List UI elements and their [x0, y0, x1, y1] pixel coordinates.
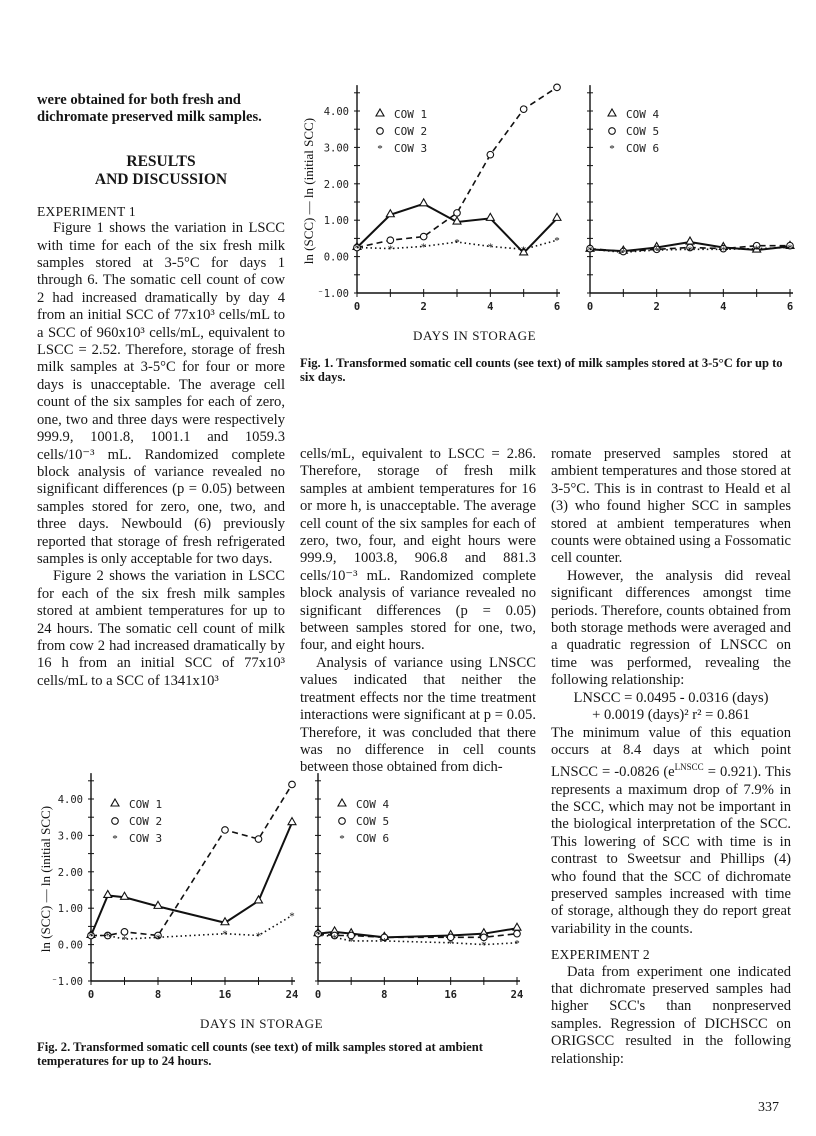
star-marker: * — [255, 930, 262, 943]
circle-marker — [609, 128, 616, 135]
circle-marker — [339, 818, 346, 825]
star-marker: * — [753, 243, 760, 256]
triangle-marker — [686, 237, 694, 244]
fig2-ylabel: ln (SCC) — ln (initial SCC) — [38, 805, 53, 953]
x-tick-label: 24 — [285, 989, 299, 1001]
y-tick-label: 0.00 — [57, 939, 83, 952]
circle-marker — [520, 106, 527, 113]
star-marker: * — [354, 242, 360, 255]
x-tick-label: 8 — [381, 989, 388, 1001]
equation: + 0.0019 (days)² r² = 0.861 — [592, 707, 750, 724]
star-marker: * — [520, 244, 527, 257]
star-marker: * — [289, 910, 295, 923]
fig2-panel-1 — [51, 773, 298, 1001]
fig1-caption: Fig. 1. Transformed somatic cell counts (see text) of milk samples stored at 3-5°C for up to six days. — [300, 356, 783, 384]
x-tick-label: 4 — [487, 301, 494, 313]
paragraph: Analysis of variance using LNSCC values indicated that neither the treatment effects nor the time treatment interactions were significant at p = 0.05. Therefore, it was concluded that there was no difference in cell counts between those obtained from dich- — [300, 654, 536, 776]
star-marker: * — [620, 247, 627, 260]
intro-text: were obtained for both fresh and dichromate preserved milk samples. — [37, 92, 262, 126]
star-marker: * — [487, 241, 494, 254]
star-marker: * — [331, 932, 338, 945]
star-marker: * — [88, 930, 94, 943]
star-marker: * — [454, 237, 460, 250]
y-tick-label: ⁻1.00 — [317, 288, 349, 300]
y-tick-label: 3.00 — [323, 142, 349, 155]
star-marker: * — [121, 934, 128, 947]
triangle-marker — [104, 890, 112, 897]
y-tick-label: 1.00 — [323, 215, 349, 228]
x-tick-label: 24 — [510, 989, 524, 1001]
legend-label: COW 1 — [394, 108, 428, 121]
paragraph: Figure 1 shows the variation in LSCC with time for each of the six fresh milk samples stored at 3-5°C for days 1 through 6. The somatic cell count of cow 2 had increased dramatically by day 4 from an initial SCC of 77x10³ cells/mL to a SCC of 960x10³ cells/mL, equivalent to LSCC = 2.52. Therefore, storage of fresh milk samples at 3-5°C for four or more days is unacceptable. The average cell count of the six samples for each of zero, one, two and three days were respectively 999.9, 1001.8, 1001.1 and 1059.3 cells/10⁻³ mL. Randomized complete block analysis of variance revealed no significant differences (p = 0.05) between samples stored for zero, one, two, and three days. Newbould (6) previously reported that storage of fresh refrigerated samples is only acceptable for two days. — [37, 220, 285, 567]
section-heading: RESULTS — [126, 152, 196, 170]
triangle-marker — [513, 923, 521, 930]
text: = 0.921). This represents a maximum drop of 7.9% in the SCC, which may not be important in the biological interpretation of the SCC. This lowering of SCC with time is in contrast to Sweetsur and Phillips (4) who found that the SCC of dichromate preserved samples increased with time of storage, although they do report great variability in the counts. — [551, 764, 792, 937]
star-marker: * — [447, 937, 454, 950]
superscript: LNSCC — [674, 762, 704, 773]
x-tick-label: 6 — [553, 301, 561, 313]
legend-label: COW 3 — [129, 832, 163, 845]
equation: LNSCC = 0.0495 - 0.0316 (days) — [573, 689, 769, 706]
legend-label: COW 6 — [356, 832, 390, 845]
legend-label: COW 5 — [356, 815, 390, 828]
triangle-marker — [121, 892, 129, 899]
paragraph: However, the analysis did reveal significant differences amongst time periods. Therefore, counts obtained from both storage methods were averaged and a quadratic regression of LNSCC on time was performed, revealing the following relationship: — [551, 567, 791, 689]
paragraph: Data from experiment one indicated that dichromate preserved samples had higher SCC's than nonpreserved samples. Regression of DICHSCC on ORIGSCC resulted in the following relationship: — [551, 963, 791, 1067]
y-tick-label: 4.00 — [323, 106, 349, 118]
y-tick-label: 1.00 — [57, 903, 83, 916]
triangle-marker — [338, 799, 346, 806]
x-tick-label: 6 — [786, 301, 794, 313]
star-marker: * — [554, 235, 560, 248]
star-marker: * — [377, 143, 383, 155]
circle-marker — [377, 128, 384, 135]
y-tick-label: 2.00 — [57, 866, 83, 879]
x-tick-label: 16 — [444, 989, 457, 1001]
x-tick-label: 2 — [420, 301, 427, 313]
x-tick-label: 0 — [353, 301, 361, 313]
triangle-marker — [608, 109, 616, 116]
y-tick-label: ⁻1.00 — [51, 976, 83, 988]
subheading-experiment-1: EXPERIMENT 1 — [37, 203, 136, 219]
circle-marker — [487, 151, 494, 158]
x-tick-label: 0 — [314, 989, 322, 1001]
fig2-panel-2 — [314, 773, 523, 1001]
legend-label: COW 2 — [394, 125, 428, 138]
star-marker: * — [387, 243, 394, 256]
triangle-marker — [288, 818, 296, 825]
circle-marker — [112, 818, 119, 825]
y-tick-label: 4.00 — [57, 794, 83, 806]
circle-marker — [420, 233, 427, 240]
legend-label: COW 4 — [626, 108, 660, 121]
fig1-panel-2 — [586, 85, 794, 313]
paragraph: romate preserved samples stored at ambient temperatures and those stored at 3-5°C. This is in contrast to Heald et al (3) who found higher SCC in samples stored at ambient temperatures when counts were obtained using a Fossomatic cell counter. — [551, 446, 791, 567]
star-marker: * — [348, 935, 354, 948]
legend-label: COW 4 — [356, 798, 390, 811]
y-tick-label: 3.00 — [57, 830, 83, 843]
circle-marker — [222, 827, 229, 834]
circle-marker — [554, 84, 561, 91]
paragraph: cells/mL, equivalent to LSCC = 2.86. Therefore, storage of fresh milk samples at ambient temperatures for 16 or more h, is unacceptable. The average cell count of the six samples for each of zero, two, four, and eight hours were 999.9, 1003.8, 906.8 and 881.3 cells/10⁻³ mL. Randomized complete block analysis of variance revealed no significant differences (p = 0.05) between samples stored for one, two, four, and eight hours. — [300, 446, 536, 654]
legend-label: COW 1 — [129, 798, 163, 811]
circle-marker — [454, 210, 461, 217]
fig1-panel-1 — [317, 84, 561, 313]
star-marker: * — [112, 833, 118, 845]
triangle-marker — [376, 109, 384, 116]
star-marker: * — [105, 930, 111, 943]
legend-label: COW 3 — [394, 142, 428, 155]
star-marker: * — [720, 244, 727, 257]
star-marker: * — [339, 833, 345, 845]
star-marker: * — [514, 937, 520, 950]
subheading-experiment-2: EXPERIMENT 2 — [551, 947, 650, 963]
y-tick-label: 0.00 — [323, 251, 349, 264]
fig2-caption: Fig. 2. Transformed somatic cell counts (see text) of milk samples stored at ambient temperatures for up to 24 hours. — [37, 1040, 483, 1068]
star-marker: * — [381, 935, 388, 948]
star-marker: * — [222, 928, 228, 941]
triangle-marker — [111, 799, 119, 806]
triangle-marker — [420, 199, 428, 206]
fig2-xlabel: DAYS IN STORAGE — [200, 1016, 324, 1031]
circle-marker — [255, 836, 262, 843]
x-tick-label: 2 — [653, 301, 660, 313]
circle-marker — [387, 237, 394, 244]
triangle-marker — [553, 213, 561, 220]
star-marker: * — [609, 143, 615, 155]
star-marker: * — [315, 928, 321, 941]
y-tick-label: 2.00 — [323, 178, 349, 191]
x-tick-label: 0 — [586, 301, 594, 313]
fig1-ylabel: ln (SCC) — ln (initial SCC) — [301, 117, 316, 265]
fig1-xlabel: DAYS IN STORAGE — [413, 328, 537, 343]
star-marker: * — [420, 241, 427, 254]
x-tick-label: 16 — [218, 989, 232, 1001]
circle-marker — [514, 930, 521, 937]
star-marker: * — [481, 939, 487, 952]
star-marker: * — [687, 244, 693, 257]
x-tick-label: 8 — [154, 989, 162, 1001]
legend-label: COW 5 — [626, 125, 660, 138]
star-marker: * — [653, 245, 660, 258]
paragraph: Figure 2 shows the variation in LSCC for each of the six fresh milk samples stored at ambient temperatures for up to 24 hours. The somatic cell count of milk from cow 2 had increased dramatically by 16 h from an initial SCC of 77x10³ cells/mL to a SCC of 1341x10³ — [37, 568, 285, 689]
legend-label: COW 2 — [129, 815, 163, 828]
section-heading: AND DISCUSSION — [94, 170, 228, 188]
legend-label: COW 6 — [626, 142, 660, 155]
circle-marker — [289, 781, 296, 788]
x-tick-label: 4 — [720, 301, 727, 313]
text: The minimum value of this equation occurs at 8.4 days at which point LNSCC = -0.0826 (e — [551, 724, 791, 781]
star-marker: * — [587, 244, 593, 257]
star-marker: * — [155, 932, 161, 945]
x-tick-label: 0 — [87, 989, 95, 1001]
page-number: 337 — [758, 1100, 779, 1115]
star-marker: * — [787, 242, 793, 255]
triangle-marker — [486, 213, 494, 220]
triangle-marker — [255, 896, 263, 903]
series-line-cow-2 — [91, 784, 292, 935]
